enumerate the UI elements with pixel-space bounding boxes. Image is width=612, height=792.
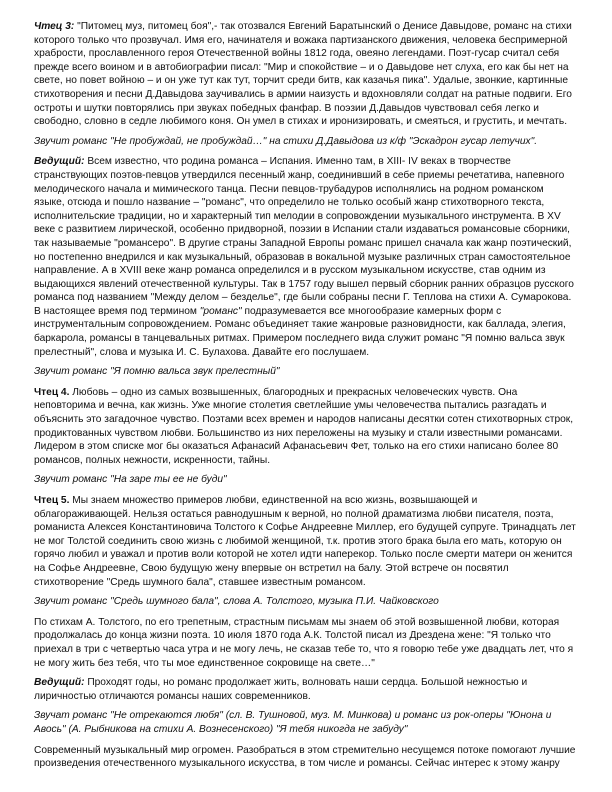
paragraph-body: По стихам А. Толстого, по его трепетным, страстным письмам мы знаем об этой возвышенной любви, которая продолжалась до конца жизни поэта. 10 июля 1870 года А.К. Толстой писал из Дрездена жене: "Я только что приехал в три с четвертью часа утра и не могу лечь, не сказав тебе то, что я говорю тебе уже двадцать лет, что я не могу жить без тебя, что ты мое единственное сокровище на свете…" <box>34 616 574 669</box>
music-note <box>34 709 576 736</box>
paragraph-reader-3 <box>34 20 576 129</box>
paragraph-reader-4 <box>34 386 576 468</box>
music-note <box>34 135 576 149</box>
music-note <box>34 473 576 487</box>
paragraph-body: "Питомец муз, питомец боя",- так отозвался Евгений Баратынский о Денисе Давыдове, романс на стихи которого только что прозвучал. Имя его, начинателя и вожака партизанского движения, человека беспримерной храбрости, прославленного героя Отечественной войны 1812 года, овеяно легендами. Поэт-гусар считал себя прежде всего воином и в автобиографии писал: "Мир и спокойствие – и о Давыдове нет слуха, его как бы нет на свете, но повет войною – и он уже тут как тут, торчит среди битв, как казачья пика". Удалые, звонкие, картинные стихотворения и песни Д.Давыдова заучивались в армии наизусть и вдохновляли солдат на ратные подвиги. Его остроты и шутки повторялись при звуках победных фанфар. В поэзии Д.Давыдов чувствовал себя легко и свободно, словно в седле любимого коня. Он умел в стихах и иронизировать, и смеяться, и грустить, и мечтать. <box>34 21 572 128</box>
paragraph-reader-5 <box>34 494 576 589</box>
music-note <box>34 595 576 609</box>
paragraph-text <box>34 155 576 359</box>
paragraph-body-continued: подразумевается все многообразие камерных форм с инструментальным сопровождением. Романс объединяет такие жанровые разновидности, как баллада, элегия, баркарола, романсы в танцевальных ритмах. Примером последнего вида служит романс "Я помню вальса звук прелестный", слова и музыка И. С. Булахова. Давайте его послушаем. <box>34 305 566 358</box>
paragraph-text <box>34 386 576 468</box>
paragraph-body: Современный музыкальный мир огромен. Разобраться в этом стремительно несущемся потоке помогают лучшие произведения отечественного музыкального искусства, в том числе и романсы. Сейчас интерес к этому жанру <box>34 744 576 770</box>
paragraph-closing <box>34 744 576 771</box>
paragraph-host-1 <box>34 155 576 359</box>
paragraph-text <box>34 494 576 589</box>
paragraph-host-2 <box>34 676 576 703</box>
inline-emphasis: "романс" <box>199 305 242 317</box>
paragraph-body: Проходят годы, но романс продолжает жить, волновать наши сердца. Большой нежностью и лиричностью отличаются романсы наших современников. <box>34 677 528 702</box>
music-note-text: Звучит романс "Не пробуждай, не пробуждай…" на стихи Д.Давыдова из к/ф "Эскадрон гусар летучих". <box>34 135 538 147</box>
speaker-label: Чтец 3: <box>34 21 75 32</box>
paragraph-text <box>34 20 576 129</box>
music-note <box>34 365 576 379</box>
speaker-label: Ведущий: <box>34 677 85 689</box>
paragraph-body: Всем известно, что родина романса – Испания. Именно там, в XIII- IV веках в творчестве странствующих поэтов-певцов утвердился песенный жанр, соединивший в себе приемы речетатива, напевного мелодического начала и мимического танца. Песни певцов-трубадуров исполнялись на родном романском языке, отсюда и пошло название – "романс", что определило не только особый жанр стихотворного текста, исполнительские традиции, но и характерный тип мелодии в сопровождении музыкального инструмента. В XV веке с развитием лирической, особенно придворной, поэзии в Испании стали издаваться романсовые сборники, так называемые "романсеро". В другие страны Западной Европы романс пришел сначала как жанр поэтический, но постепенно внедрился и как музыкальный, образовав в вокальной музыке различных стран самостоятельное направление. А в XVIII веке жанр романса определился и в русском музыкальном искусстве, став одним из выдающихся явлений отечественной культуры. Так в 1757 году вышел первый сборник ранних образцов русского романса под названием "Между делом – безделье", где были собраны песни Г. Теплова на стихи А. Сумарокова. В настоящее время под термином <box>34 156 574 317</box>
music-note-text: Звучит романс "Я помню вальса звук прелестный" <box>34 366 280 378</box>
paragraph-body: Любовь – одно из самых возвышенных, благородных и прекрасных человеческих чувств. Она неповторима и вечна, как жизнь. Уже многие столетия светлейшие умы человечества пытались разгадать и объяснить это загадочное чувство. Поэтами всех времен и народов написаны десятки сотен стихотворных строк, продиктованных чувством любви. Большинство из них переложены на музыку и стали известными романсами. Лидером в этом списке мог бы оказаться Афанасий Афанасьевич Фет, только на его стихи написано более 80 романсов, полных нежности, искренности, тайны. <box>34 386 574 466</box>
music-note-text: Звучит романс "На заре ты ее не буди" <box>34 474 227 486</box>
document-page <box>34 20 576 777</box>
speaker-label: Чтец 4. <box>34 386 70 398</box>
speaker-label: Ведущий: <box>34 156 85 168</box>
speaker-label: Чтец 5. <box>34 495 70 506</box>
paragraph-tolstoy-letter <box>34 616 576 670</box>
music-note-text: Звучит романс "Средь шумного бала", слова А. Толстого, музыка П.И. Чайковского <box>34 596 439 608</box>
music-note-text: Звучат романс "Не отрекаются любя" (сл. В. Тушновой, муз. М. Минкова) и романс из рок-оперы "Юнона и Авось" (А. Рыбникова на стихи А. Вознесенского) "Я тебя никогда не забуду" <box>34 710 552 735</box>
paragraph-text <box>34 676 576 703</box>
paragraph-body: Мы знаем множество примеров любви, единственной на всю жизнь, возвышающей и облагораживающей. Нельзя остаться равнодушным к верной, но полной драматизма любви писателя, поэта, романиста Алексея Константиновича Толстого к Софье Андреевне Миллер, его будущей супруге. Тринадцать лет не мог Толстой соединить свою жизнь с любимой женщиной, т.к. против этого брака была его мать, которую он горячо любил и уважал и против воли которой не хотел идти наперекор. Только после смерти матери он женится на Софье Андреевне, Свою будущую жену впервые он встретил на балу. Этой встрече он посвятил стихотворение "Средь шумного бала", ставшее известным романсом. <box>34 495 576 588</box>
